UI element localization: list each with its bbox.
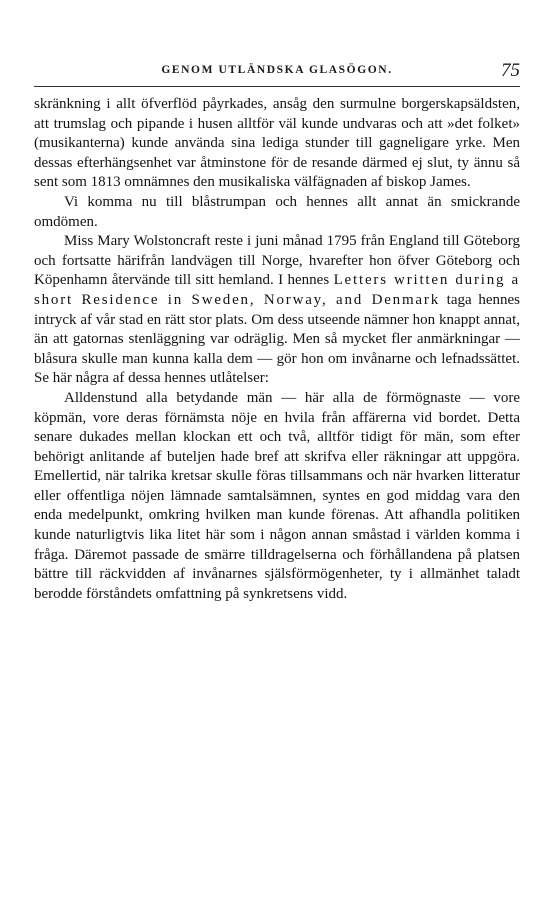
book-title: Letters written during a short Residence in Sweden, Norway, and Denmark [34, 272, 520, 308]
page-number: 75 [501, 60, 520, 81]
paragraph: Vi komma nu till blåstrumpan och hennes allt annat än smickrande omdömen. [34, 193, 520, 230]
paragraph-text: Miss Mary Wolstoncraft reste i juni månad 1795 från England till Göteborg och fortsatte härifrån landvägen till Norge, hvarefter hon öfver Göteborg och Köpenhamn återvände till sitt hemland. I hennes [34, 233, 520, 289]
paragraph: skränkning i allt öfverflöd påyrkades, ansåg den surmulne borgerskapsäldsten, att trumslag och pipande i husen alltför väl kunde undvaras och att »det folket» (musikanterna) kunde använda sina lediga stunder till gagneligare yrke. Men dessas efterhängsenhet var åtminstone för de resande därmed ej slut, ty ännu så sent som 1813 omnämnes den musikaliska välfägnaden af biskop James. [34, 96, 520, 191]
paragraph [34, 232, 520, 389]
page-header [34, 60, 520, 87]
paragraph: Alldenstund alla betydande män — här alla de förmögnaste — vore köpmän, vore deras förnämsta nöje en hvila från affärerna vid bordet. Detta senare dukades mellan klockan ett och två, alltför tidigt för män, som efter behörigt anlitande af buteljen hade bref att skrifva eller räkningar att uppgöra. Emellertid, när talrika kretsar skulle föras tillsammans och när hvarken litteratur eller offentliga nöjen lämnade samtalsämnen, syntes en god middag vara den enda medelpunkt, omkring hvilken man kunde förenas. Att afhandla politiken kunde naturligtvis lika litet här som i någon annan småstad i världen komma i fråga. Däremot passade de smärre tilldragelserna och förhållandena på platsen bättre till räckvidden af invånarnes själsförmögenheter, ty i allmänhet taladt berodde förståndets omfattning på synkretsens vidd. [34, 389, 520, 602]
running-head: GENOM UTLÄNDSKA GLASÖGON. [161, 64, 393, 76]
paragraph-text: taga hennes intryck af vår stad en rätt stor plats. Om dess utseende nämner hon knappt annat, än att gatornas stenläggning var odräglig. Men så mycket fler anmärkningar — blåsura skulle man kunna kalla dem — gör hon om invånarne och lefnadssättet. Se här några af dessa hennes utlåtelser: [34, 291, 520, 387]
body-text [34, 95, 520, 604]
